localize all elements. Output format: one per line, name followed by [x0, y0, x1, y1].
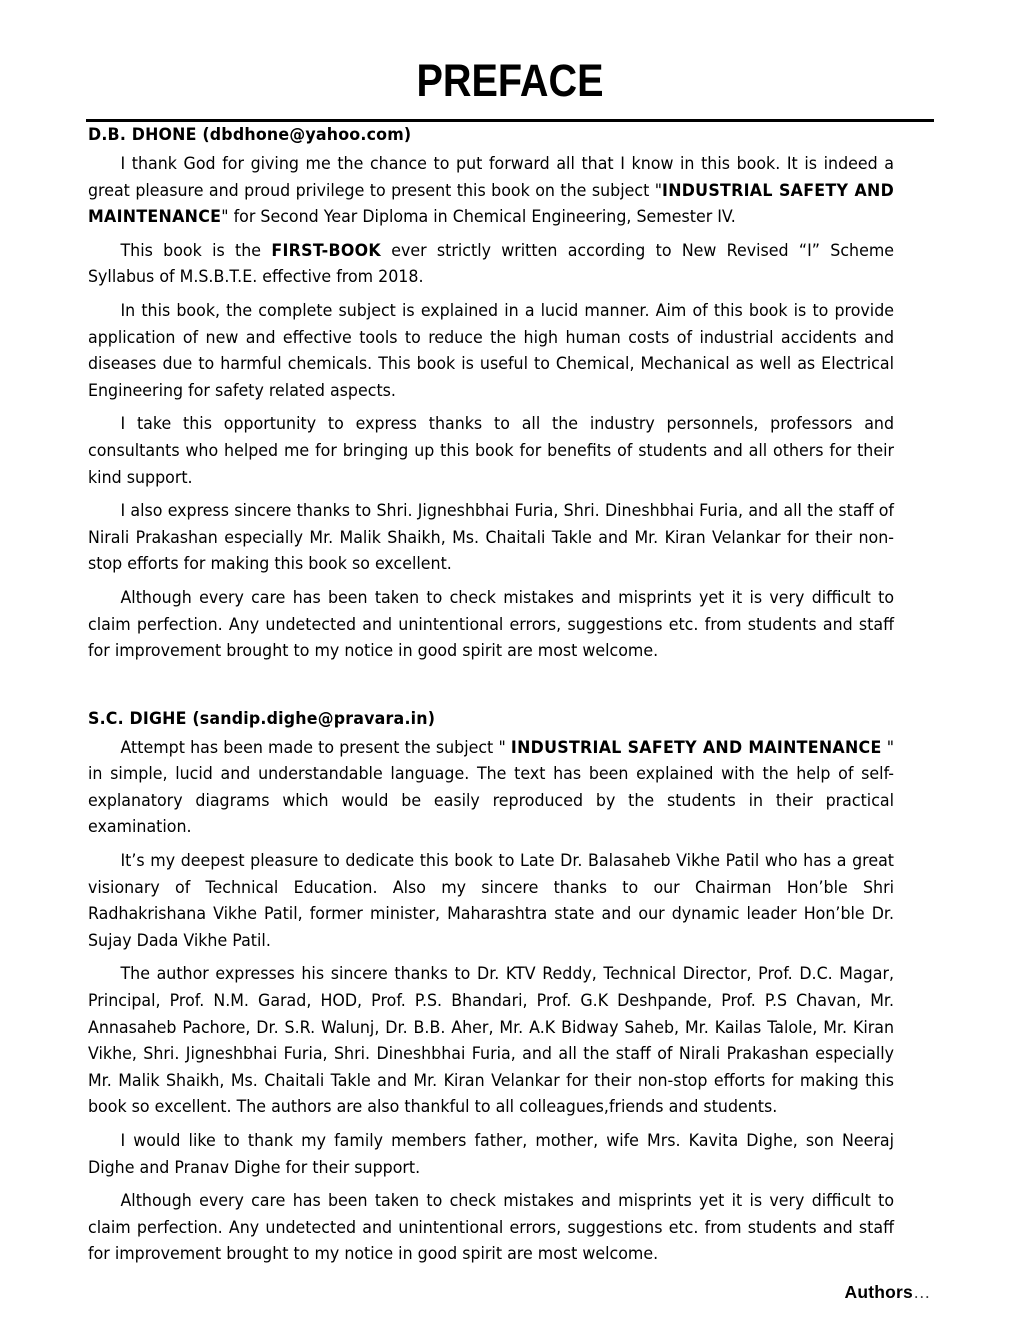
- emphasis-subject-title: INDUSTRIAL SAFETY AND MAINTENANCE: [88, 180, 895, 227]
- paragraph-thanks-god: [88, 151, 894, 231]
- spacer: [88, 1181, 932, 1188]
- paragraph-text-part: " in simple, lucid and understandable language. The text has been explained with the help of self-explanatory diagrams which would be easily reproduced by the students in their practical examination.: [88, 737, 895, 837]
- paragraph-attempt-subject: [88, 735, 894, 841]
- spacer: [88, 491, 932, 498]
- paragraph-text-part: Attempt has been made to present the subject ": [120, 737, 511, 757]
- spacer: [88, 1121, 932, 1128]
- spacer: [88, 404, 932, 411]
- paragraph-family-thanks: I would like to thank my family members father, mother, wife Mrs. Kavita Dighe, son Neeraj Dighe and Pranav Dighe for their support.: [88, 1131, 895, 1177]
- spacer: [88, 231, 932, 238]
- spacer: [88, 578, 932, 585]
- spacer: [0, 1268, 1020, 1282]
- paragraph-acknowledgements: The author expresses his sincere thanks to Dr. KTV Reddy, Technical Director, Prof. D.C. Magar, Principal, Prof. N.M. Garad, HOD, Prof. P.S. Bhandari, Prof. G.K Deshpande, Prof. P.S Chavan, Mr. Annasaheb Pachore, Dr. S.R. Walunj, Dr. B.B. Aher, Mr. A.K Bidway Saheb, Mr. Kailas Talole, Mr. Kiran Vikhe, Shri. Jigneshbhai Furia, Shri. Dineshbhai Furia, and all the staff of Nirali Prakashan especially Mr. Malik Shaikh, Ms. Chaitali Takle and Mr. Kiran Velankar for their non-stop efforts for making this book so excellent. The authors are also thankful to all colleagues,friends and students.: [88, 964, 895, 1117]
- paragraph-text-part: " for Second Year Diploma in Chemical Engineering, Semester IV.: [221, 207, 736, 227]
- signature-label: Authors: [844, 1281, 913, 1302]
- paragraph-industry-thanks: I take this opportunity to express thanks to all the industry personnels, professors and consultants who helped me for bringing up this book for benefits of students and all others for their kind support.: [88, 414, 895, 487]
- paragraph-text-part: I thank God for giving me the chance to put forward all that I know in this book. It is indeed a great pleasure and proud privilege to present this book on the subject ": [88, 154, 895, 200]
- paragraph-lucid-manner: In this book, the complete subject is explained in a lucid manner. Aim of this book is to provide application of new and effective tools to reduce the high human costs of industrial accidents and diseases due to harmful chemicals. This book is useful to Chemical, Mechanical as well as Electrical Engineering for safety related aspects.: [88, 300, 895, 400]
- paragraph-disclaimer: Although every care has been taken to check mistakes and misprints yet it is very difficult to claim perfection. Any undetected and unintentional errors, suggestions etc. from students and staff for improvement brought to my notice in good spirit are most welcome.: [88, 1191, 895, 1264]
- spacer: [88, 954, 932, 961]
- spacer: [88, 841, 932, 848]
- signature-block: [0, 1282, 932, 1303]
- signature-ellipsis: …: [913, 1281, 932, 1302]
- title-area: [0, 0, 1020, 122]
- paragraph-text-part: This book is the: [120, 240, 272, 260]
- emphasis-first-book: FIRST-BOOK: [271, 240, 381, 260]
- author-heading-dighe: S.C. DIGHE (sandip.dighe@pravara.in): [88, 708, 436, 728]
- emphasis-subject-title: INDUSTRIAL SAFETY AND MAINTENANCE: [510, 737, 882, 757]
- paragraph-publisher-thanks: I also express sincere thanks to Shri. Jigneshbhai Furia, Shri. Dineshbhai Furia, and all the staff of Nirali Prakashan especially Mr. Malik Shaikh, Ms. Chaitali Takle and Mr. Kiran Velankar for their non-stop efforts for making this book so excellent.: [88, 501, 895, 574]
- section-spacer: [88, 665, 932, 706]
- spacer: [88, 291, 932, 298]
- paragraph-text-part: ever strictly written according to New Revised “I” Scheme Syllabus of M.S.B.T.E. effective from 2018.: [88, 240, 895, 287]
- author-heading-dhone: D.B. DHONE (dbdhone@yahoo.com): [88, 125, 412, 144]
- author-section-dhone: [88, 122, 932, 665]
- preface-body: [88, 122, 932, 1268]
- paragraph-disclaimer: Although every care has been taken to check mistakes and misprints yet it is very difficult to claim perfection. Any undetected and unintentional errors, suggestions etc. from students and staff for improvement brought to my notice in good spirit are most welcome.: [88, 587, 895, 661]
- paragraph-dedication: It’s my deepest pleasure to dedicate this book to Late Dr. Balasaheb Vikhe Patil who has a great visionary of Technical Education. Also my sincere thanks to our Chairman Hon’ble Shri Radhakrishana Vikhe Patil, former minister, Maharashtra state and our dynamic leader Hon’ble Dr. Sujay Dada Vikhe Patil.: [88, 851, 895, 950]
- author-section-dighe: [88, 706, 932, 1268]
- paragraph-first-book: [88, 238, 894, 291]
- page-title: PREFACE: [416, 55, 604, 106]
